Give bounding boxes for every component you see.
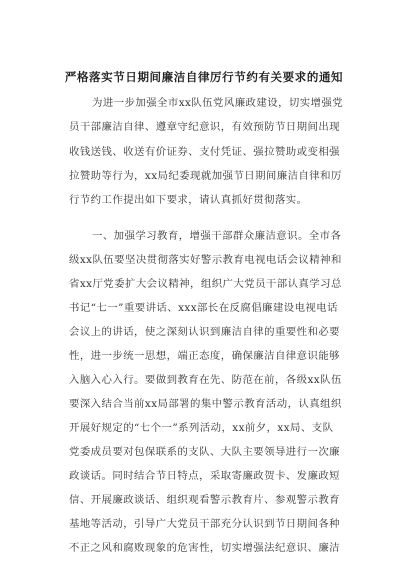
paragraph-2-line-8: 要深入结合当前xx局部署的集中警示教育活动，认真组织 xyxy=(69,398,342,410)
paragraph-2-line-11: 政谈话。同时结合节日特点，采取寄廉政贺卡、发廉政短 xyxy=(69,470,341,482)
paragraph-2-line-2: 级xx队伍要坚决贯彻落实好警示教育电视电话会议精神和 xyxy=(69,254,342,266)
paragraph-1-line-2: 员干部廉洁自律、遵章守纪意识，有效预防节日期间出现 xyxy=(69,121,341,133)
paragraph-2-line-6: 性，进一步统一思想，端正态度，确保廉洁自律意识能够 xyxy=(69,350,341,362)
paragraph-2-line-14: 不正之风和腐败现象的危害性，切实增强法纪意识、廉洁 xyxy=(69,542,341,554)
paragraph-2-line-5: 会议上的讲话，使之深刻认识到廉洁自律的重要性和必要 xyxy=(69,326,341,338)
paragraph-2-line-10: 党委成员要对包保联系的支队、大队主要领导进行一次廉 xyxy=(69,446,341,458)
paragraph-1-line-3: 收钱送钱、收送有价证券、支付凭证、强拉赞助或变相强 xyxy=(69,146,341,158)
paragraph-2-line-9: 开展好规定的“七个一”系列活动，xx前夕，xx局、支队 xyxy=(69,422,334,434)
paragraph-2-line-3: 省xx厅党委扩大会议精神，组织广大党员干部认真学习总 xyxy=(69,278,342,290)
paragraph-1-line-4: 拉赞助等行为，xx局纪委现就加强节日期间廉洁自律和厉 xyxy=(69,170,342,182)
paragraph-2-line-4: 书记“七一”重要讲话、xxx部长在反腐倡廉建设电视电话 xyxy=(69,302,338,314)
document-title: 严格落实节日期间廉洁自律厉行节约有关要求的通知 xyxy=(64,70,344,84)
paragraph-2-line-13: 基地等活动，引导广大党员干部充分认识到节日期间各种 xyxy=(69,518,341,530)
paragraph-2-line-12: 信、开展廉政谈话、组织观看警示教育片、参观警示教育 xyxy=(69,494,341,506)
paragraph-2-line-1: 一、加强学习教育，增强干部群众廉洁意识。全市各 xyxy=(92,230,342,242)
paragraph-1-line-5: 行节约工作提出如下要求，请认真抓好贯彻落实。 xyxy=(69,194,308,206)
paragraph-1-line-1: 为进一步加强全市xx队伍党风廉政建设，切实增强党 xyxy=(92,97,344,109)
paragraph-2-line-7: 入脑入心入行。要做到教育在先、防范在前，各级xx队伍 xyxy=(69,374,342,386)
